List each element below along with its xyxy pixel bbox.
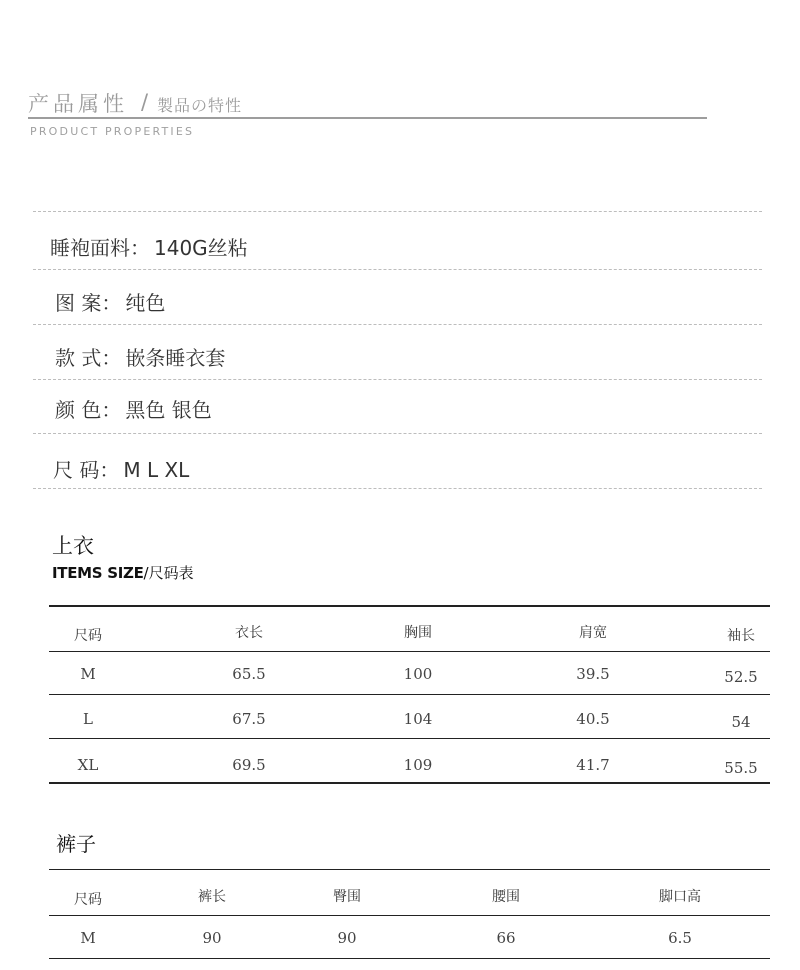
table-cell: 65.5 xyxy=(232,665,266,683)
top-table-header: 胸围 xyxy=(404,625,432,641)
table-rule xyxy=(49,605,770,607)
table-rule xyxy=(49,915,770,916)
top-table-header: 尺码 xyxy=(74,628,102,644)
table-cell: 100 xyxy=(403,665,433,683)
property-label: 图 案： xyxy=(55,291,122,315)
divider xyxy=(33,211,762,212)
items-size-rest: /尺码表 xyxy=(143,564,194,582)
table-cell: 104 xyxy=(403,710,433,728)
table-cell: XL xyxy=(77,756,99,774)
pants-table-header: 腰围 xyxy=(492,889,520,905)
property-label: 款 式： xyxy=(55,346,122,370)
table-cell: 40.5 xyxy=(576,710,610,728)
table-cell: 67.5 xyxy=(232,710,266,728)
table-rule xyxy=(49,651,770,652)
divider xyxy=(33,269,762,270)
property-pattern xyxy=(55,287,165,316)
table-cell: 39.5 xyxy=(576,665,610,683)
top-table-header: 袖长 xyxy=(727,628,755,644)
table-cell: M xyxy=(80,665,96,683)
pants-table-header: 脚口高 xyxy=(659,889,701,905)
table-cell: 90 xyxy=(337,929,357,947)
property-color xyxy=(55,394,212,423)
top-table-header: 衣长 xyxy=(235,625,263,641)
header-title-en: PRODUCT PROPERTIES xyxy=(30,125,195,138)
pants-table-header: 尺码 xyxy=(74,892,102,908)
pants-section-title: 裤子 xyxy=(56,832,96,856)
header-separator: / xyxy=(141,90,149,114)
divider xyxy=(33,488,762,489)
divider xyxy=(33,379,762,380)
table-cell: 66 xyxy=(496,929,516,947)
property-label: 尺 码： xyxy=(53,458,120,482)
header-title-jp: 製品の特性 xyxy=(157,96,243,115)
table-rule xyxy=(49,782,770,784)
table-cell: L xyxy=(83,710,93,728)
property-value: M L XL xyxy=(123,458,190,482)
table-cell: 6.5 xyxy=(668,929,692,947)
items-size-subtitle xyxy=(52,562,194,583)
table-cell: M xyxy=(80,929,96,947)
divider xyxy=(33,433,762,434)
property-value: 嵌条睡衣套 xyxy=(125,346,226,370)
property-value: 黑色 银色 xyxy=(125,398,212,422)
header-title-cn: 产品属性 xyxy=(28,92,128,116)
property-label: 睡袍面料： xyxy=(50,236,150,260)
header-underline xyxy=(28,117,707,119)
property-fabric xyxy=(50,232,248,261)
pants-table-header: 臀围 xyxy=(333,889,361,905)
property-label: 颜 色： xyxy=(55,398,122,422)
table-cell: 54 xyxy=(731,713,751,731)
table-rule xyxy=(49,694,770,695)
table-cell: 69.5 xyxy=(232,756,266,774)
pants-table-header: 裤长 xyxy=(198,889,226,905)
table-cell: 41.7 xyxy=(576,756,610,774)
divider xyxy=(33,324,762,325)
top-table-header: 肩宽 xyxy=(579,625,607,641)
table-rule xyxy=(49,958,770,959)
table-cell: 90 xyxy=(202,929,222,947)
property-value: 140G丝粘 xyxy=(154,236,248,260)
table-rule xyxy=(49,869,770,870)
items-size-bold: ITEMS SIZE xyxy=(52,564,144,582)
table-cell: 109 xyxy=(403,756,433,774)
table-cell: 52.5 xyxy=(724,668,758,686)
table-rule xyxy=(49,738,770,739)
table-cell: 55.5 xyxy=(724,759,758,777)
property-value: 纯色 xyxy=(125,291,166,315)
top-section-title: 上衣 xyxy=(52,534,94,558)
property-size xyxy=(53,454,189,483)
property-style xyxy=(55,342,225,371)
